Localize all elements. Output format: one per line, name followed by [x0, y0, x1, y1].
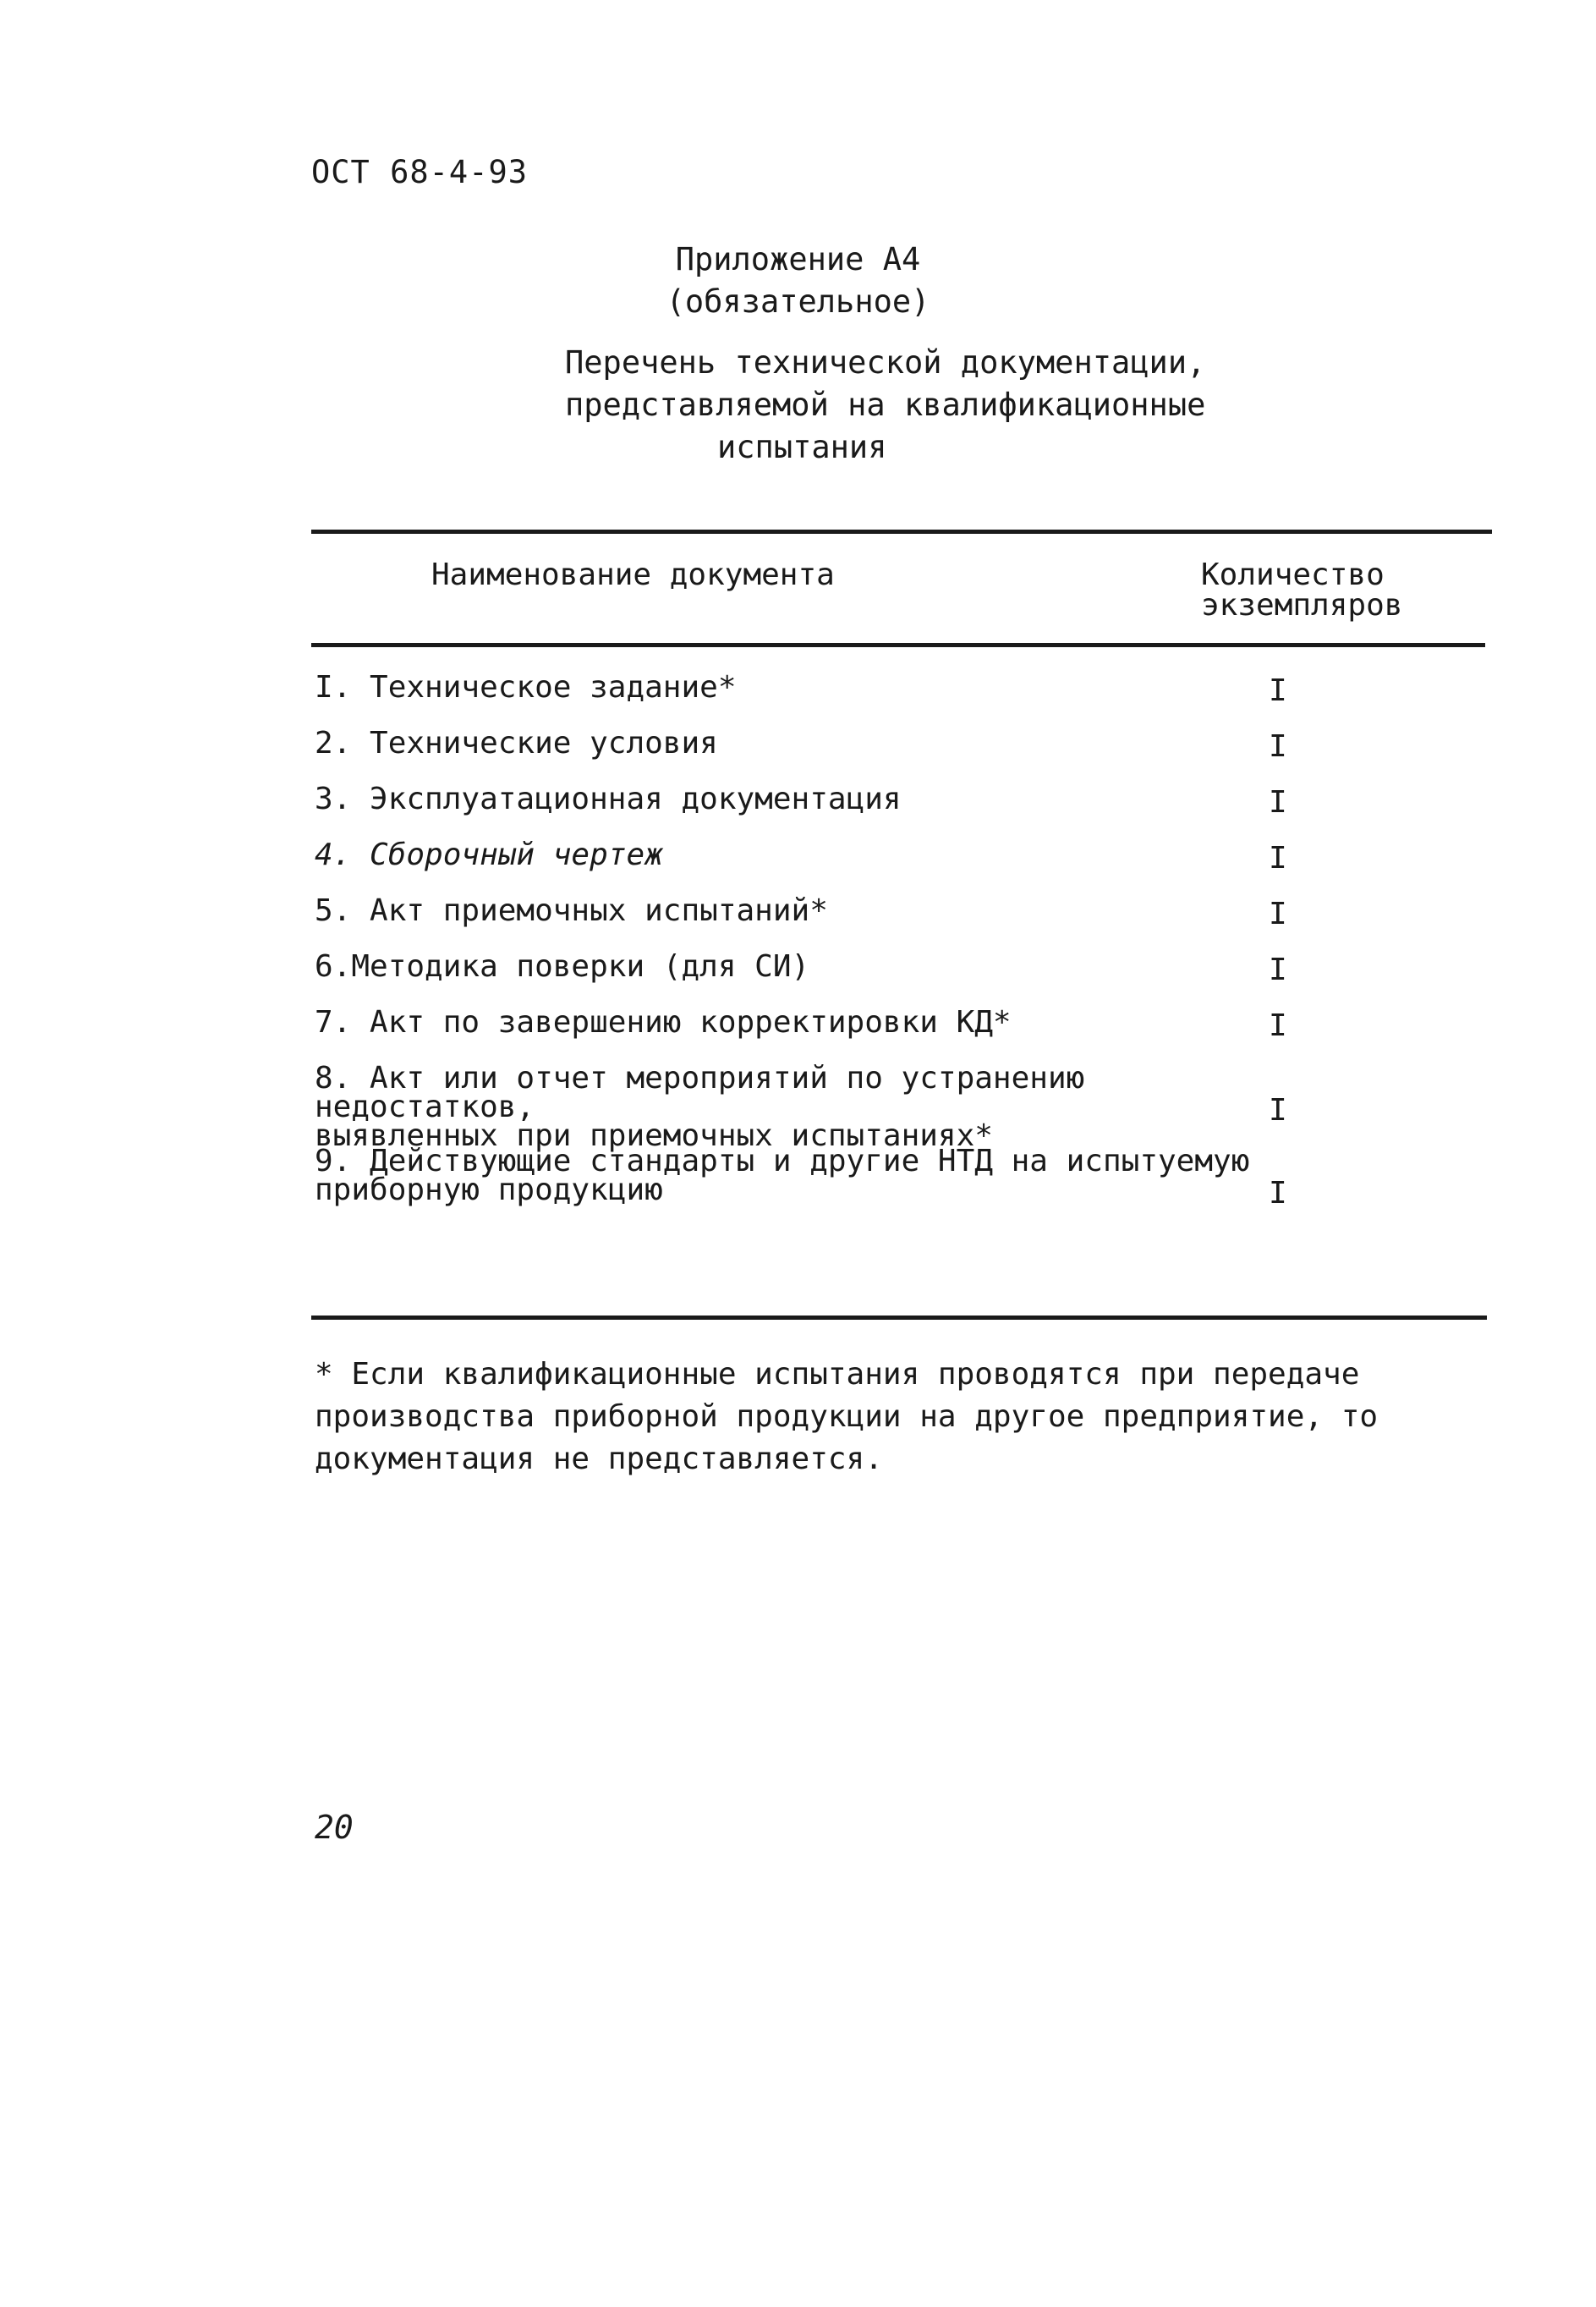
document-code: ОСТ 68-4-93 — [311, 154, 529, 190]
row-quantity: I — [1269, 841, 1287, 876]
footnote: * Если квалификационные испытания проводятся при передаче производства приборной продукции на другое предприятие, то документация не представляется. — [315, 1357, 1379, 1476]
list-title-line-2: представляемой на квалификационные — [565, 387, 1206, 423]
row-quantity: I — [1269, 897, 1287, 931]
row-document-name: 3. Эксплуатационная документация — [315, 782, 902, 816]
row-quantity: I — [1269, 785, 1287, 820]
list-title-line-3: испытания — [717, 429, 887, 465]
row-document-name: 6.Методика поверки (для СИ) — [315, 949, 810, 984]
row-quantity: I — [1269, 1093, 1287, 1128]
column-header-quantity: Количество экземпляров — [1201, 558, 1403, 623]
row-quantity: I — [1269, 1176, 1287, 1211]
list-title — [565, 342, 1326, 469]
table-top-rule — [311, 530, 1492, 534]
row-quantity: I — [1269, 673, 1287, 708]
row-quantity: I — [1269, 953, 1287, 987]
row-document-name: I. Техническое задание* — [315, 670, 737, 705]
column-header-name: Наименование документа — [431, 558, 835, 592]
row-document-name: 4. Сборочный чертеж — [315, 838, 663, 872]
list-title-line-1: Перечень технической документации, — [565, 344, 1206, 381]
row-document-name: 2. Технические условия — [315, 726, 718, 761]
appendix-status: (обязательное) — [666, 283, 930, 320]
row-document-name: 9. Действующие стандарты и другие НТД на испытуемую приборную продукцию — [315, 1144, 1250, 1207]
page-number: 20 — [315, 1809, 354, 1846]
row-quantity: I — [1269, 729, 1287, 764]
table-header-rule — [311, 643, 1485, 647]
row-quantity: I — [1269, 1008, 1287, 1043]
row-document-name: 5. Акт приемочных испытаний* — [315, 893, 828, 928]
table-bottom-rule — [311, 1316, 1487, 1320]
row-document-name: 8. Акт или отчет мероприятий по устранению недостатков, выявленных при приемочных испытаниях* — [315, 1061, 1085, 1153]
row-document-name: 7. Акт по завершению корректировки КД* — [315, 1005, 1012, 1040]
appendix-title: Приложение А4 — [675, 241, 921, 277]
